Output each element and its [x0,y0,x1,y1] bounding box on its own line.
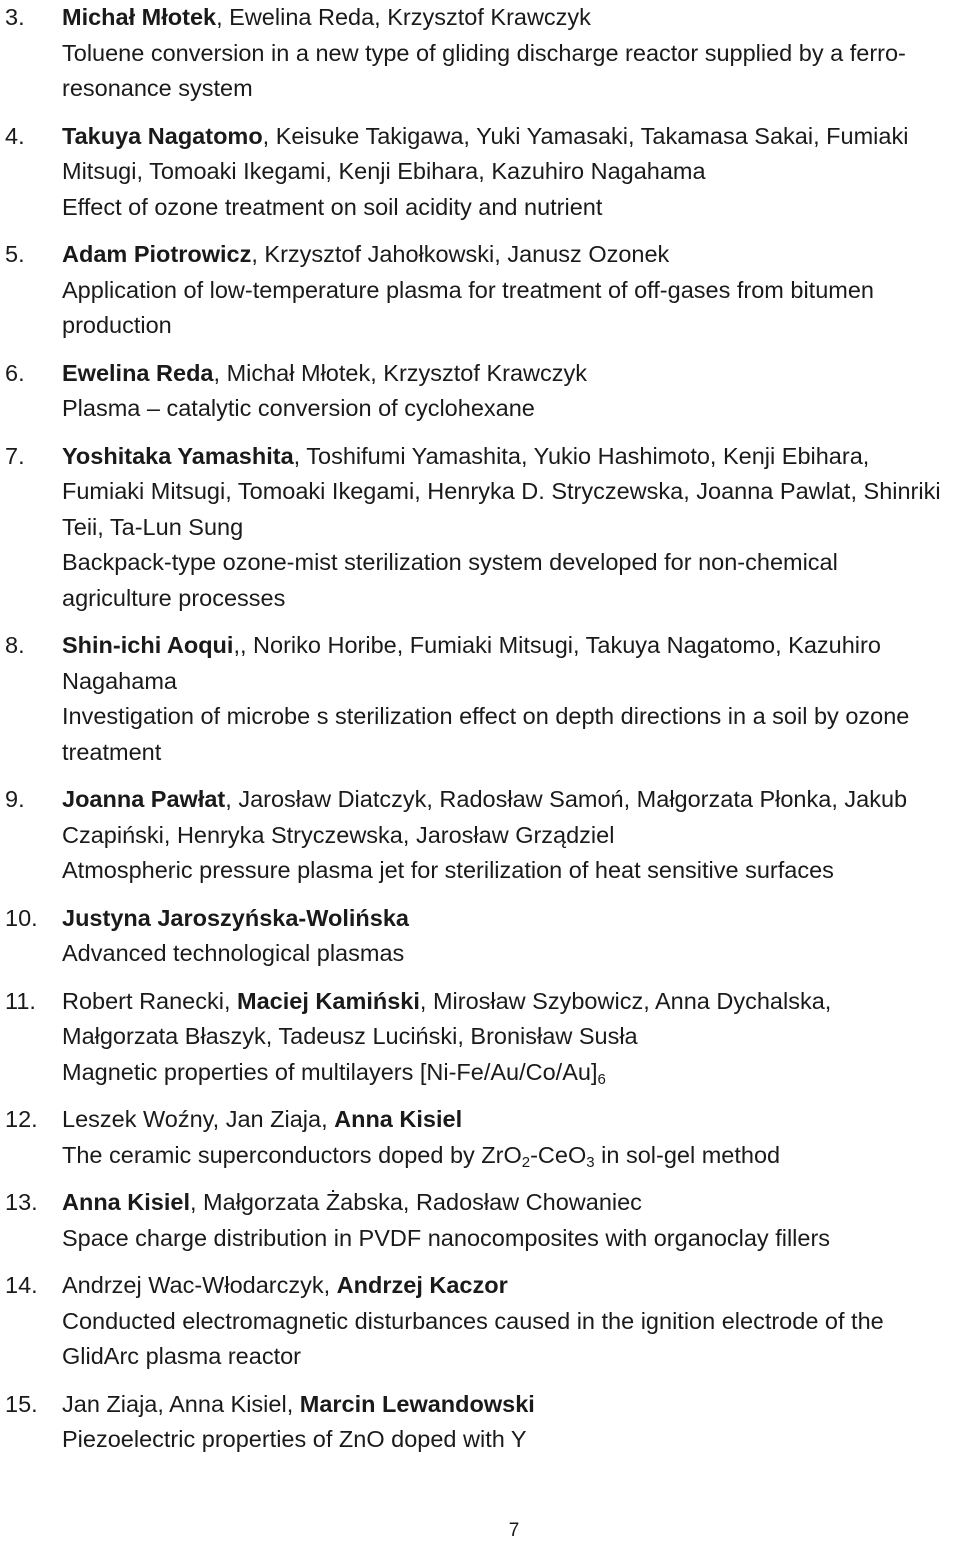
title-text: in sol-gel method [594,1141,781,1168]
paper-title [62,391,950,427]
author-name: Henryka Stryczewska [176,821,403,848]
item-number: 13. [5,1189,38,1215]
author-separator: , [463,122,477,149]
paper-title [62,853,950,889]
author-name: Takamasa Sakai [640,122,814,149]
author-separator: , [225,478,238,504]
paper-title [62,699,950,770]
author-name: Michał Młotek [226,359,371,386]
subscript-text: 6 [597,1070,606,1088]
author-name: Henryka D. Stryczewska [427,478,684,504]
title-text: Investigation of microbe s sterilization effect on depth directions in a soil by ozone treatment [62,703,910,765]
author-name: Małgorzata Płonka [636,786,832,812]
author-separator: , [824,987,832,1014]
author-separator: , [223,987,238,1014]
author-list [62,360,587,386]
item-number: 7. [5,442,25,469]
author-list [62,123,908,185]
list-item [0,0,960,107]
title-text: The ceramic superconductors doped by ZrO [62,1141,522,1168]
title-text: Atmospheric pressure plasma jet for sterilization of heat sensitive surfaces [62,857,834,883]
author-name: Tomoaki Ikegami [149,158,326,184]
author-separator: , [374,4,388,30]
item-number: 9. [5,786,25,812]
author-name: Fumiaki Mitsugi [409,632,574,658]
author-separator: , [163,821,177,848]
author-name: Krzysztof Krawczyk [383,359,587,386]
author-separator: , [573,632,586,658]
author-separator: , [136,158,150,184]
presenting-author: Takuya Nagatomo [62,122,263,149]
author-list [62,786,907,848]
title-text: Piezoelectric properties of ZnO doped with Y [62,1426,527,1452]
author-list [62,905,409,931]
list-item [0,984,960,1091]
title-text: Space charge distribution in PVDF nanocomposites with organoclay fillers [62,1224,831,1251]
author-list [62,1189,642,1215]
subscript-text: 2 [521,1153,531,1171]
list-item [0,628,960,770]
author-name: Ta-Lun Sung [109,513,244,540]
paper-title [62,1221,950,1257]
author-name: Bronisław Susła [470,1023,638,1049]
item-number: 4. [5,122,25,149]
paper-title [62,273,950,344]
author-separator: , [831,786,845,812]
paper-title [62,1304,950,1375]
author-name: Radosław Samoń [439,786,624,812]
title-text: Effect of ozone treatment on soil acidity and nutrient [62,193,603,220]
author-name: Andrzej Wac-Włodarczyk [62,1272,324,1298]
author-name: Noriko Horibe [253,632,397,658]
author-name: Shinriki Teii [62,478,941,540]
paper-title [62,1422,950,1458]
paper-title [62,1138,950,1174]
author-name: Kazuhiro Nagahama [62,632,881,694]
presenting-author: Anna Kisiel [62,1189,190,1215]
author-separator: , [325,158,339,184]
title-text: Magnetic properties of multilayers [Ni-Fe/Au/Co/Au] [62,1058,598,1085]
author-separator: , [370,359,384,386]
author-name: Takuya Nagatomo [585,632,776,658]
item-number: 5. [5,241,25,267]
author-separator: , [414,478,428,504]
author-separator: , [323,1272,337,1298]
author-separator: , [213,359,227,386]
list-item [0,1268,960,1375]
title-text: Backpack-type ozone-mist sterilization system developed for non-chemical agriculture processes [62,549,838,611]
author-separator: , [520,442,534,469]
author-separator: , [402,1189,416,1215]
author-name: Kazuhiro Nagahama [491,158,706,184]
list-item [0,119,960,226]
list-item [0,356,960,427]
author-name: Kenji Ebihara [338,158,479,184]
author-separator: , [262,122,276,149]
author-list [62,1391,535,1417]
item-number: 6. [5,359,25,386]
author-list [62,632,881,694]
author-name: Tomoaki Ikegami [237,478,415,504]
presenting-author: Ewelina Reda [62,359,214,386]
paper-title [62,1055,950,1091]
author-separator: ,, [233,632,254,658]
author-separator: , [265,1023,279,1049]
presenting-author: Andrzej Kaczor [336,1272,508,1298]
author-separator: , [293,442,307,469]
author-name: Krzysztof Krawczyk [387,4,591,30]
author-separator: , [457,1023,471,1049]
author-separator: , [643,987,655,1014]
list-item [0,901,960,972]
author-separator: , [850,478,864,504]
presenting-author: Michał Młotek [62,4,217,30]
item-number: 14. [5,1272,38,1298]
author-separator: , [813,122,827,149]
author-name: Mirosław Szybowicz [432,987,644,1014]
author-name: Radosław Chowaniec [415,1189,642,1215]
author-list [62,988,831,1050]
author-name: Małgorzata Błaszyk [62,1023,266,1049]
author-separator: , [683,478,697,504]
author-separator: , [189,1189,204,1215]
author-name: Keisuke Takigawa [275,122,464,149]
title-text: Advanced technological plasmas [62,940,405,966]
item-number: 11. [5,987,36,1014]
paper-title [62,936,950,972]
author-name: Krzysztof Jahołkowski [264,241,495,267]
list-item [0,237,960,344]
author-name: Tadeusz Luciński [278,1023,458,1049]
author-separator: , [419,987,433,1014]
paper-title [62,36,950,107]
author-separator: , [628,122,641,149]
paper-title [62,545,950,616]
author-list [62,4,591,30]
author-separator: , [216,4,230,30]
author-separator: , [251,241,265,267]
author-name: Anna Kisiel [169,1390,287,1417]
author-list [62,241,669,267]
author-list [62,1272,508,1298]
paper-title [62,190,950,226]
author-name: Yukio Hashimoto [533,442,710,469]
author-name: Jarosław Grządziel [415,821,615,848]
presenting-author: Justyna Jaroszyńska-Wolińska [62,904,409,931]
author-name: Robert Ranecki [62,987,224,1014]
page-number: 7 [508,1520,520,1541]
author-separator: , [225,786,239,812]
author-name: Fumiaki Mitsugi [62,478,226,504]
presenting-author: Joanna Pawłat [62,786,226,812]
presenting-author: Yoshitaka Yamashita [62,442,294,469]
author-list [62,1106,462,1132]
title-text: Application of low-temperature plasma for treatment of off-gases from bitumen production [62,276,875,338]
presenting-author: Shin-ichi Aoqui [62,632,234,658]
presenting-author: Marcin Lewandowski [299,1390,535,1417]
author-separator: , [494,241,508,267]
item-number: 12. [5,1106,38,1132]
author-separator: , [321,1106,335,1132]
title-text: Toluene conversion in a new type of gliding discharge reactor supplied by a ferro-resonance system [62,39,906,101]
author-name: Toshifumi Yamashita [306,442,521,469]
author-name: Joanna Pawlat [696,478,851,504]
title-text: Plasma – catalytic conversion of cyclohexane [62,395,535,421]
author-name: Fumiaki Mitsugi [62,122,909,184]
author-separator: , [426,786,440,812]
author-separator: , [157,1390,170,1417]
author-separator: , [862,442,870,469]
author-name: Jan Ziaja [62,1390,158,1417]
author-separator: , [212,1106,226,1132]
list-item [0,1387,960,1458]
author-separator: , [623,786,637,812]
title-text: Conducted electromagnetic disturbances caused in the ignition electrode of the GlidArc plasma reactor [62,1307,884,1369]
author-name: Jan Ziaja [225,1106,322,1132]
author-separator: , [709,442,723,469]
subscript-text: 3 [586,1153,595,1171]
item-number: 15. [5,1390,38,1417]
author-name: Janusz Ozonek [507,241,670,267]
author-name: Ewelina Reda [229,4,375,30]
presenting-author: Anna Kisiel [334,1106,463,1132]
list-item [0,1102,960,1173]
author-name: Kenji Ebihara [722,442,863,469]
list-item [0,782,960,889]
author-name: Yuki Yamasaki [476,122,629,149]
list-item [0,1185,960,1256]
title-text: -CeO [530,1141,587,1168]
author-separator: , [402,821,416,848]
list-item [0,439,960,617]
author-name: Leszek Woźny [62,1106,213,1132]
author-name: Jakub Czapiński [62,786,908,848]
author-name: Jarosław Diatczyk [238,786,427,812]
author-name: Anna Dychalska [654,987,825,1014]
author-separator: , [286,1390,300,1417]
item-number: 8. [5,632,25,658]
author-separator: , [97,513,110,540]
author-separator: , [396,632,410,658]
presenting-author: Maciej Kamiński [237,987,420,1014]
author-separator: , [478,158,492,184]
author-name: Małgorzata Żabska [203,1189,403,1215]
presenting-author: Adam Piotrowicz [62,241,252,267]
item-number: 3. [5,4,25,30]
item-number: 10. [5,904,38,931]
author-separator: , [775,632,789,658]
author-list [62,443,941,540]
